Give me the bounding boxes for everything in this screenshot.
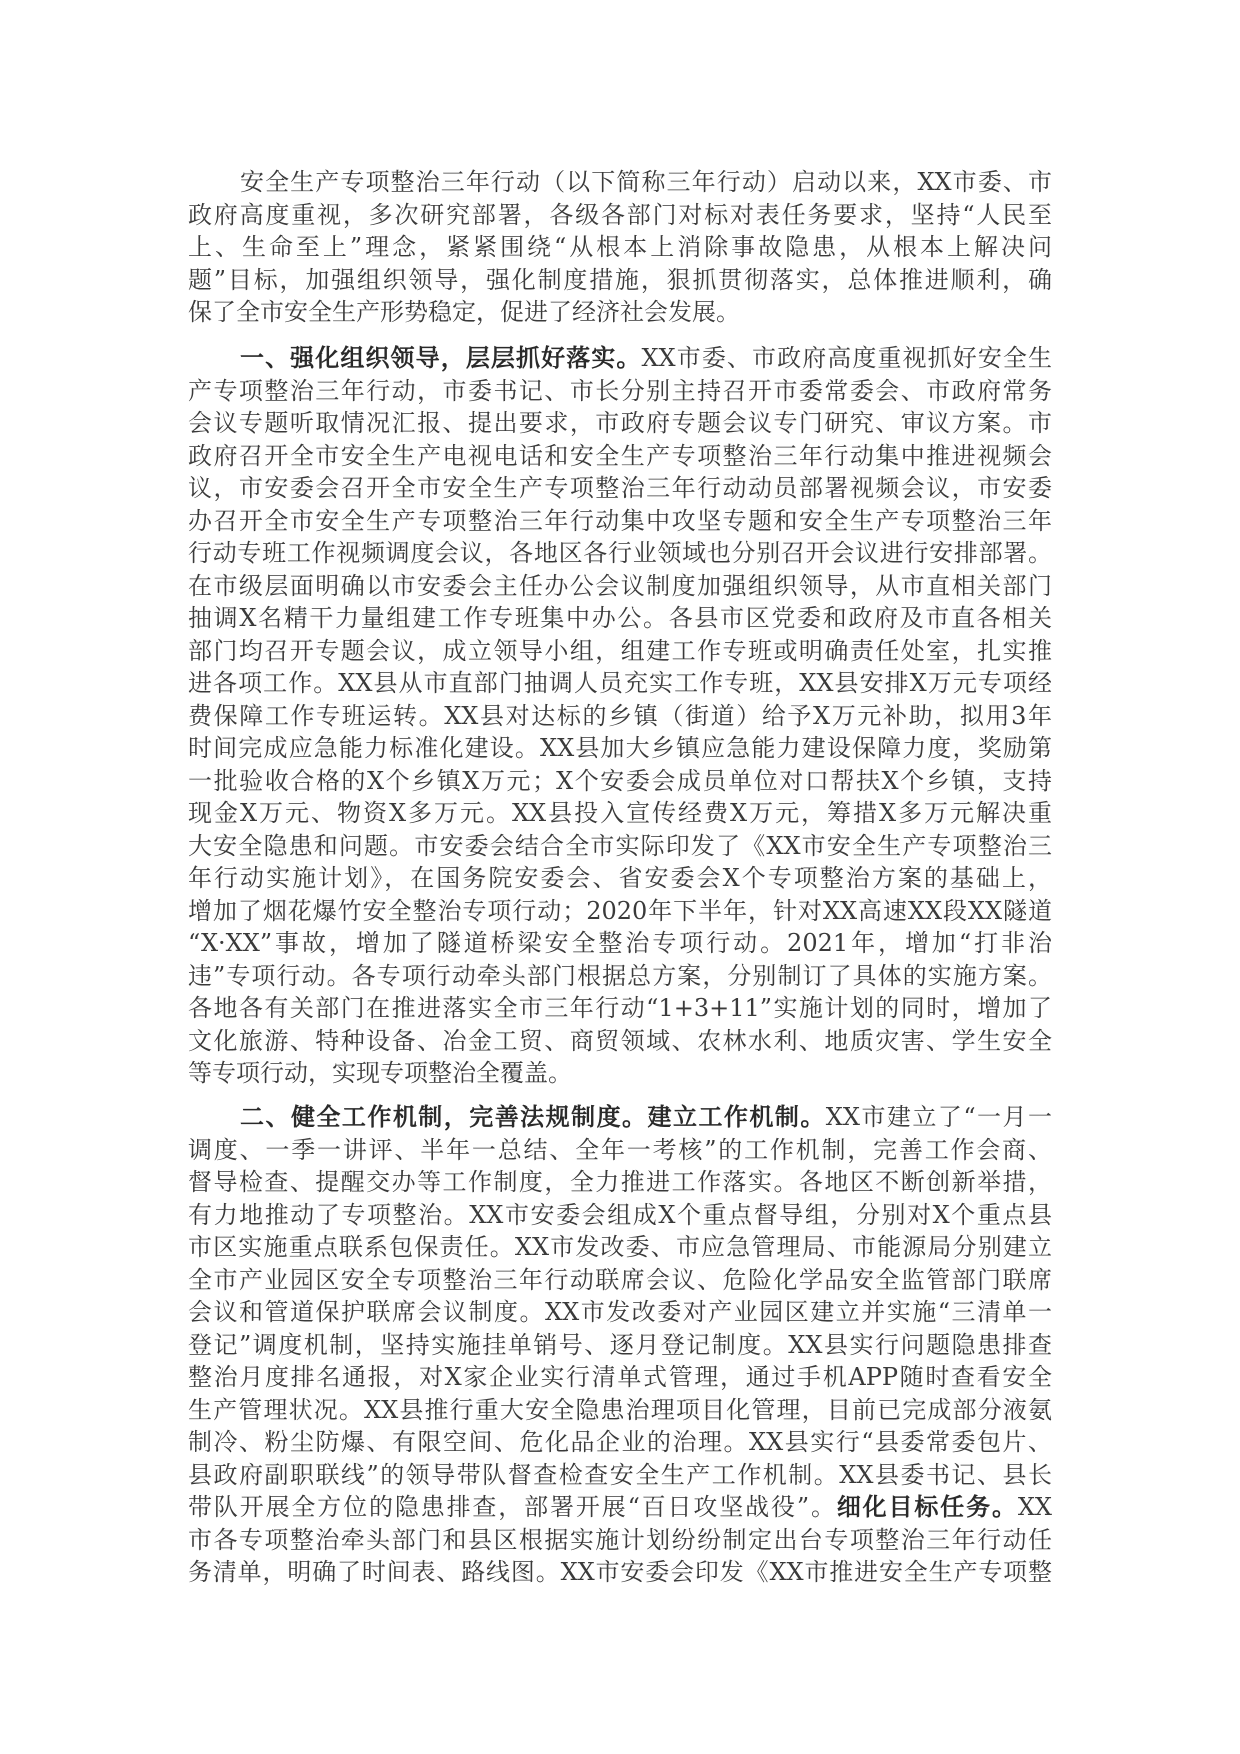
bold-heading-text: 二、健全工作机制，完善法规制度。建立工作机制。 xyxy=(240,1102,826,1131)
text-line: 市区实施重点联系包保责任。XX市发改委、市应急管理局、市能源局分别建立 xyxy=(188,1233,1052,1261)
text-line: 安全生产专项整治三年行动（以下简称三年行动）启动以来，XX市委、市 xyxy=(240,168,1052,196)
text-line: 时间完成应急能力标准化建设。XX县加大乡镇应急能力建设保障力度，奖励第 xyxy=(188,734,1052,762)
text-line: 政府高度重视，多次研究部署，各级各部门对标对表任务要求，坚持“人民至 xyxy=(188,200,1052,229)
text-line: 保了全市安全生产形势稳定，促进了经济社会发展。 xyxy=(188,298,740,326)
text-line: 会议和管道保护联席会议制度。XX市发改委对产业园区建立并实施“三清单一 xyxy=(188,1298,1052,1326)
text-line: 费保障工作专班运转。XX县对达标的乡镇（街道）给予X万元补助，拟用3年 xyxy=(188,701,1052,730)
text-line: 行动专班工作视频调度会议，各地区各行业领域也分别召开会议进行安排部署。 xyxy=(188,539,1052,567)
text-line: 生产管理状况。XX县推行重大安全隐患治理项目化管理，目前已完成部分液氨 xyxy=(188,1395,1052,1424)
text-line: 督导检查、提醒交办等工作制度，全力推进工作落实。各地区不断创新举措， xyxy=(188,1168,1052,1196)
text-line: 登记”调度机制，坚持实施挂单销号、逐月登记制度。XX县实行问题隐患排查 xyxy=(188,1330,1052,1359)
text-line: 产专项整治三年行动，市委书记、市长分别主持召开市委常委会、市政府常务 xyxy=(188,376,1052,405)
text-line: 办召开全市安全生产专项整治三年行动集中攻坚专题和安全生产专项整治三年 xyxy=(188,506,1052,535)
text-line: 现金X万元、物资X多万元。XX县投入宣传经费X万元，筹措X多万元解决重 xyxy=(188,799,1052,827)
text-line: 制冷、粉尘防爆、有限空间、危化品企业的治理。XX县实行“县委常委包片、 xyxy=(188,1428,1052,1456)
text-line xyxy=(188,1491,1052,1524)
text-segment: XX市建立了“一月一 xyxy=(825,1103,1052,1131)
text-line: 全市产业园区安全专项整治三年行动联席会议、危险化学品安全监管部门联席 xyxy=(188,1265,1052,1294)
text-line: 等专项行动，实现专项整治全覆盖。 xyxy=(188,1059,572,1087)
text-line: “X·XX”事故，增加了隧道桥梁安全整治专项行动。2021年，增加“打非治 xyxy=(188,929,1052,957)
paragraph-intro xyxy=(188,166,1052,329)
text-line: 会议专题听取情况汇报、提出要求，市政府专题会议专门研究、审议方案。市 xyxy=(188,409,1052,437)
text-line: 务清单，明确了时间表、路线图。XX市安委会印发《XX市推进安全生产专项整 xyxy=(188,1558,1052,1586)
text-line: 违”专项行动。各专项行动牵头部门根据总方案，分别制订了具体的实施方案。 xyxy=(188,961,1052,990)
bold-heading-text: 一、强化组织领导，层层抓好落实。 xyxy=(240,343,642,372)
paragraph-section-1 xyxy=(188,342,1052,1090)
text-line: 大安全隐患和问题。市安委会结合全市实际印发了《XX市安全生产专项整治三 xyxy=(188,831,1052,860)
bold-heading-text: 细化目标任务。 xyxy=(836,1492,1018,1521)
paragraph-section-2 xyxy=(188,1101,1052,1589)
text-line: 部门均召开专题会议，成立领导小组，组建工作专班或明确责任处室，扎实推 xyxy=(188,636,1052,665)
text-line: 市各专项整治牵头部门和县区根据实施计划纷纷制定出台专项整治三年行动任 xyxy=(188,1525,1052,1554)
text-line: 有力地推动了专项整治。XX市安委会组成X个重点督导组，分别对X个重点县 xyxy=(188,1200,1052,1229)
text-line: 一批验收合格的X个乡镇X万元；X个安委会成员单位对口帮扶X个乡镇，支持 xyxy=(188,766,1052,795)
text-line: 在市级层面明确以市安委会主任办公会议制度加强组织领导，从市直相关部门 xyxy=(188,571,1052,600)
text-line: 县政府副职联线”的领导带队督查检查安全生产工作机制。XX县委书记、县长 xyxy=(188,1460,1052,1489)
text-line: 各地各有关部门在推进落实全市三年行动“1+3+11”实施计划的同时，增加了 xyxy=(188,994,1052,1022)
text-line: 上、生命至上”理念，紧紧围绕“从根本上消除事故隐患，从根本上解决问 xyxy=(188,233,1052,261)
text-line: 议，市安委会召开全市安全生产专项整治三年行动动员部署视频会议，市安委 xyxy=(188,474,1052,502)
text-line xyxy=(188,1101,1052,1134)
text-segment: XX xyxy=(1017,1493,1052,1521)
text-line: 年行动实施计划》，在国务院安委会、省安委会X个专项整治方案的基础上， xyxy=(188,864,1052,892)
text-line: 进各项工作。XX县从市直部门抽调人员充实工作专班，XX县安排X万元专项经 xyxy=(188,669,1052,697)
text-line: 文化旅游、特种设备、冶金工贸、商贸领域、农林水利、地质灾害、学生安全 xyxy=(188,1026,1052,1055)
text-line: 整治月度排名通报，对X家企业实行清单式管理，通过手机APP随时查看安全 xyxy=(188,1363,1052,1391)
text-line: 增加了烟花爆竹安全整治专项行动；2020年下半年，针对XX高速XX段XX隧道 xyxy=(188,896,1052,925)
text-line: 抽调X名精干力量组建工作专班集中办公。各县市区党委和政府及市直各相关 xyxy=(188,604,1052,632)
text-line: 政府召开全市安全生产电视电话和安全生产专项整治三年行动集中推进视频会 xyxy=(188,441,1052,470)
text-line xyxy=(188,342,1052,375)
text-line: 题”目标，加强组织领导，强化制度措施，狠抓贯彻落实，总体推进顺利，确 xyxy=(188,265,1052,294)
text-segment: 带队开展全方位的隐患排查，部署开展“百日攻坚战役”。 xyxy=(188,1493,837,1521)
text-segment: XX市委、市政府高度重视抓好安全生 xyxy=(641,344,1052,372)
text-line: 调度、一季一讲评、半年一总结、全年一考核”的工作机制，完善工作会商、 xyxy=(188,1135,1052,1164)
